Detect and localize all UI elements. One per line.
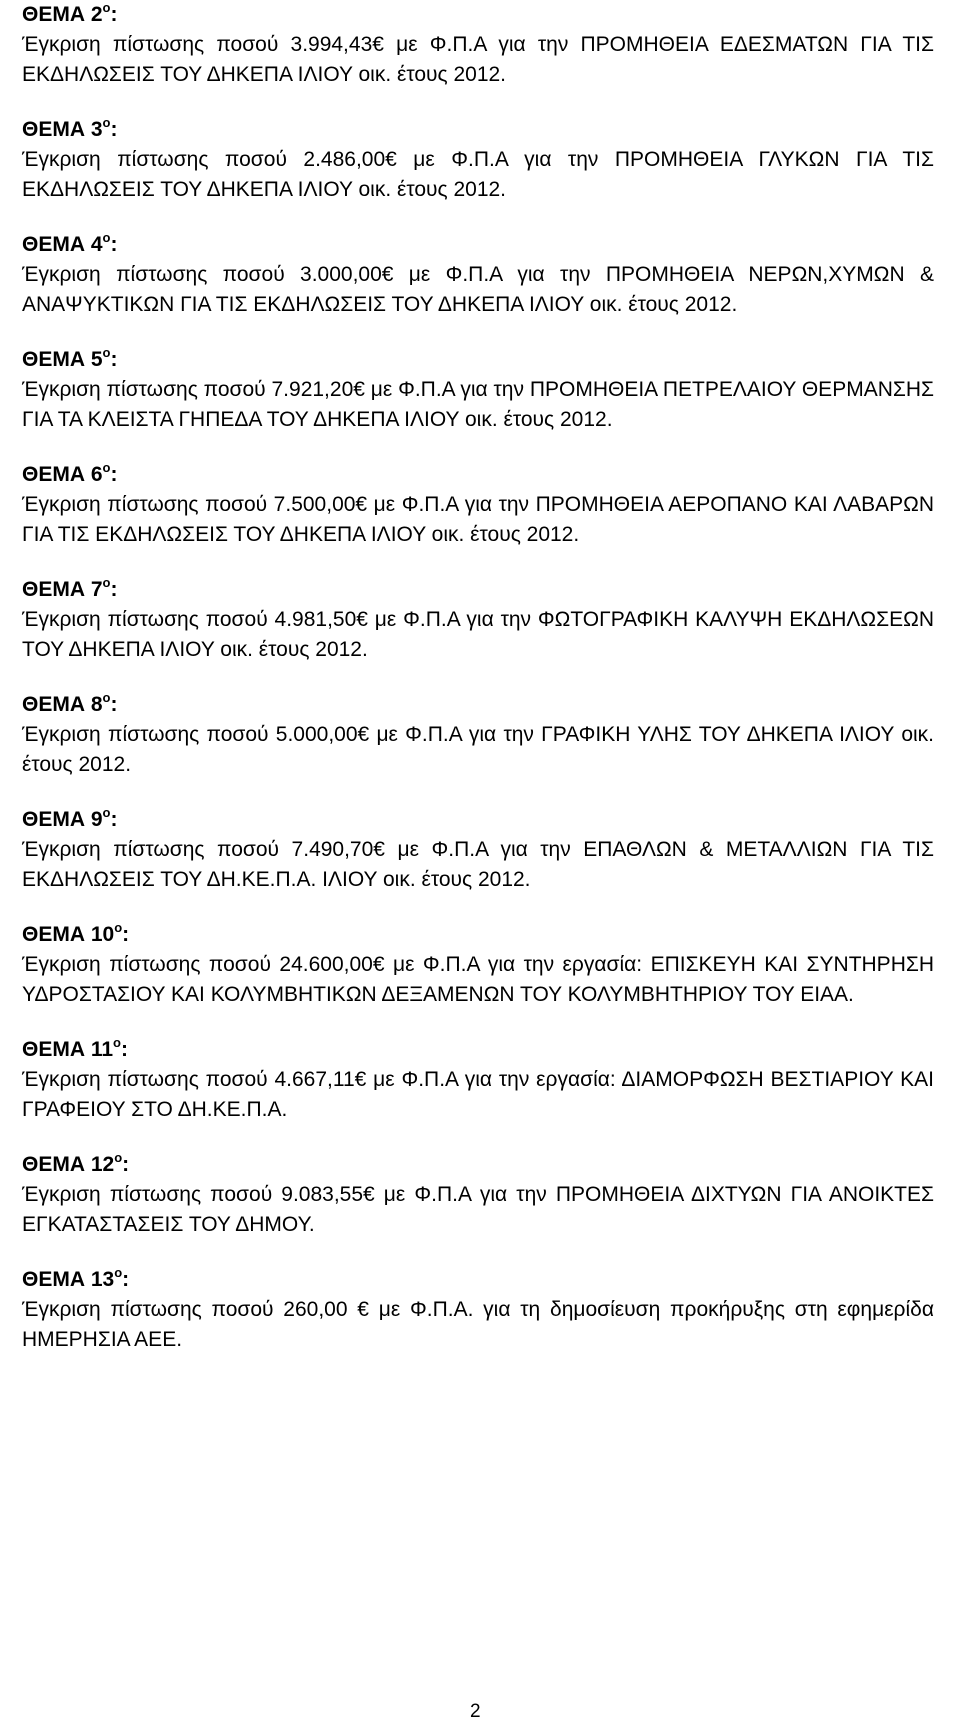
topic-4 [22,230,934,320]
topic-label: ΘΕΜΑ 11 [22,1038,114,1061]
topic-text: Έγκριση πίστωσης ποσού 7.500,00€ με Φ.Π.Α για την ΠΡΟΜΗΘΕΙΑ ΑΕΡΟΠΑΝΟ ΚΑΙ ΛΑΒΑΡΩΝ ΓΙΑ ΤΙΣ ΕΚΔΗΛΩΣΕΙΣ ΤΟΥ ΔΗΚΕΠΑ ΙΛΙΟΥ οικ. έτους 2012. [22,493,934,546]
topic-3 [22,115,934,205]
topic-label: ΘΕΜΑ 6 [22,463,103,486]
document-content [22,0,934,1380]
topic-ordinal: ο [102,115,111,130]
topic-label: ΘΕΜΑ 4 [22,233,103,256]
topic-6 [22,460,934,550]
topic-heading: ΘΕΜΑ $10^o$: [22,920,130,946]
topic-heading: ΘΕΜΑ $4^o$: [22,230,118,256]
topic-heading: ΘΕΜΑ $2^o$: [22,0,118,26]
topic-7 [22,575,934,665]
topic-ordinal: ο [102,345,111,360]
topic-5 [22,345,934,435]
topic-text: Έγκριση πίστωσης ποσού 7.490,70€ με Φ.Π.Α για την ΕΠΑΘΛΩΝ & ΜΕΤΑΛΛΙΩΝ ΓΙΑ ΤΙΣ ΕΚΔΗΛΩΣΕΙΣ ΤΟΥ ΔΗ.ΚΕ.Π.Α. ΙΛΙΟΥ οικ. έτους 2012. [22,838,934,891]
topic-text: Έγκριση πίστωσης ποσού 2.486,00€ με Φ.Π.Α για την ΠΡΟΜΗΘΕΙΑ ΓΛΥΚΩΝ ΓΙΑ ΤΙΣ ΕΚΔΗΛΩΣΕΙΣ ΤΟΥ ΔΗΚΕΠΑ ΙΛΙΟΥ οικ. έτους 2012. [22,148,934,201]
topic-text: Έγκριση πίστωσης ποσού 3.000,00€ με Φ.Π.Α για την ΠΡΟΜΗΘΕΙΑ ΝΕΡΩΝ,ΧΥΜΩΝ & ΑΝΑΨΥΚΤΙΚΩΝ ΓΙΑ ΤΙΣ ΕΚΔΗΛΩΣΕΙΣ ΤΟΥ ΔΗΚΕΠΑ ΙΛΙΟΥ οικ. έτους 2012. [22,263,934,316]
topic-ordinal: ο [114,1150,123,1165]
topic-11 [22,1035,934,1125]
topic-heading: ΘΕΜΑ $8^o$: [22,690,118,716]
topic-text: Έγκριση πίστωσης ποσού 5.000,00€ με Φ.Π.Α για την ΓΡΑΦΙΚΗ ΥΛΗΣ ΤΟΥ ΔΗΚΕΠΑ ΙΛΙΟΥ οικ. έτους 2012. [22,723,934,776]
topic-8 [22,690,934,780]
topic-13 [22,1265,934,1355]
topic-text: Έγκριση πίστωσης ποσού 4.981,50€ με Φ.Π.Α για την ΦΩΤΟΓΡΑΦΙΚΗ ΚΑΛΥΨΗ ΕΚΔΗΛΩΣΕΩΝ ΤΟΥ ΔΗΚΕΠΑ ΙΛΙΟΥ οικ. έτους 2012. [22,608,934,661]
topic-text: Έγκριση πίστωσης ποσού 4.667,11€ με Φ.Π.Α για την εργασία: ΔΙΑΜΟΡΦΩΣΗ ΒΕΣΤΙΑΡΙΟΥ ΚΑΙ ΓΡΑΦΕΙΟΥ ΣΤΟ ΔΗ.ΚΕ.Π.Α. [22,1068,934,1121]
topic-ordinal: ο [102,460,111,475]
topic-ordinal: ο [102,0,111,15]
topic-label: ΘΕΜΑ 5 [22,348,103,371]
topic-label: ΘΕΜΑ 3 [22,118,103,141]
topic-heading: ΘΕΜΑ $11^o$: [22,1035,128,1061]
topic-text: Έγκριση πίστωσης ποσού 260,00 € με Φ.Π.Α. για τη δημοσίευση προκήρυξης στη εφημερίδα ΗΜΕΡΗΣΙΑ ΑΕΕ. [22,1298,934,1351]
topic-label: ΘΕΜΑ 13 [22,1268,115,1291]
topic-label: ΘΕΜΑ 9 [22,808,103,831]
topic-ordinal: ο [114,920,123,935]
topic-label: ΘΕΜΑ 7 [22,578,103,601]
topic-ordinal: ο [113,1035,121,1050]
topic-heading: ΘΕΜΑ $5^o$: [22,345,118,371]
page-number: 2 [470,1701,481,1722]
topic-text: Έγκριση πίστωσης ποσού 24.600,00€ με Φ.Π.Α για την εργασία: ΕΠΙΣΚΕΥΗ ΚΑΙ ΣΥΝΤΗΡΗΣΗ ΥΔΡΟΣΤΑΣΙΟΥ ΚΑΙ ΚΟΛΥΜΒΗΤΙΚΩΝ ΔΕΞΑΜΕΝΩΝ ΤΟΥ ΚΟΛΥΜΒΗΤΗΡΙΟΥ ΤΟΥ ΕΙΑΑ. [22,953,934,1006]
topic-10 [22,920,934,1010]
topic-label: ΘΕΜΑ 2 [22,3,103,26]
topic-label: ΘΕΜΑ 10 [22,923,115,946]
topic-text: Έγκριση πίστωσης ποσού 7.921,20€ με Φ.Π.Α για την ΠΡΟΜΗΘΕΙΑ ΠΕΤΡΕΛΑΙΟΥ ΘΕΡΜΑΝΣΗΣ ΓΙΑ ΤΑ ΚΛΕΙΣΤΑ ΓΗΠΕΔΑ ΤΟΥ ΔΗΚΕΠΑ ΙΛΙΟΥ οικ. έτους 2012. [22,378,934,431]
topic-heading: ΘΕΜΑ $13^o$: [22,1265,130,1291]
topic-ordinal: ο [102,575,111,590]
topic-text: Έγκριση πίστωσης ποσού 9.083,55€ με Φ.Π.Α για την ΠΡΟΜΗΘΕΙΑ ΔΙΧΤΥΩΝ ΓΙΑ ΑΝΟΙΚΤΕΣ ΕΓΚΑΤΑΣΤΑΣΕΙΣ ΤΟΥ ΔΗΜΟΥ. [22,1183,934,1236]
topic-heading: ΘΕΜΑ $7^o$: [22,575,118,601]
topic-9 [22,805,934,895]
topic-ordinal: ο [102,805,111,820]
topic-label: ΘΕΜΑ 12 [22,1153,115,1176]
topic-ordinal: ο [102,230,111,245]
topic-2 [22,0,934,90]
topic-heading: ΘΕΜΑ $3^o$: [22,115,118,141]
topic-ordinal: ο [114,1265,123,1280]
topic-heading: ΘΕΜΑ $9^o$: [22,805,118,831]
topic-heading: ΘΕΜΑ $6^o$: [22,460,118,486]
topic-label: ΘΕΜΑ 8 [22,693,103,716]
topic-text: Έγκριση πίστωσης ποσού 3.994,43€ με Φ.Π.Α για την ΠΡΟΜΗΘΕΙΑ ΕΔΕΣΜΑΤΩΝ ΓΙΑ ΤΙΣ ΕΚΔΗΛΩΣΕΙΣ ΤΟΥ ΔΗΚΕΠΑ ΙΛΙΟΥ οικ. έτους 2012. [22,33,934,86]
topic-ordinal: ο [102,690,111,705]
topic-heading: ΘΕΜΑ $12^o$: [22,1150,130,1176]
topic-12 [22,1150,934,1240]
